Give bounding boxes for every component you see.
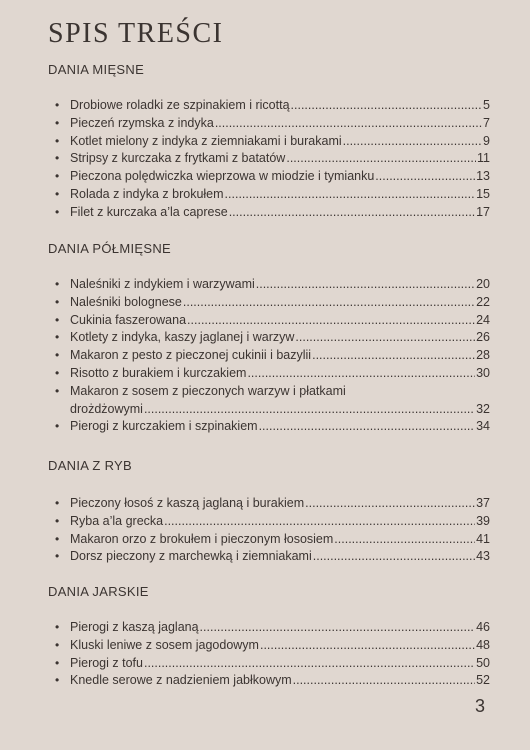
toc-entry[interactable]: • Knedle serowe z nadzieniem jabłkowym ..... 52 bbox=[48, 672, 490, 690]
page-ref: 46 bbox=[476, 620, 490, 634]
toc-entry[interactable]: • Makaron orzo z brokułem i pieczonym łososiem ..... 41 bbox=[48, 531, 490, 549]
page-ref: 22 bbox=[476, 294, 490, 309]
toc-entry[interactable]: • Ryba a’la grecka ..... 39 bbox=[48, 513, 490, 531]
section-heading: DANIA MIĘSNE bbox=[48, 62, 145, 77]
toc-entry[interactable]: • Risotto z burakiem i kurczakiem ..... 30 bbox=[48, 365, 490, 383]
toc-list bbox=[48, 619, 498, 690]
toc-entry[interactable]: • Pieczona polędwiczka wieprzowa w miodzie i tymianku ..... 13 bbox=[48, 168, 490, 186]
toc-list bbox=[48, 276, 498, 436]
toc-entry[interactable]: • Makaron z sosem z pieczonych warzyw i płatkami drożdżowymi ..... 32 bbox=[48, 383, 490, 419]
page-title: SPIS TREŚCI bbox=[48, 18, 224, 49]
page-ref: 7 bbox=[483, 115, 490, 130]
toc-entry[interactable]: • Cukinia faszerowana ..... 24 bbox=[48, 312, 490, 330]
page-ref: 50 bbox=[476, 655, 490, 670]
toc-list bbox=[48, 97, 498, 222]
toc-entry[interactable]: • Kotlet mielony z indyka z ziemniakami i burakami ..... 9 bbox=[48, 133, 490, 151]
toc-entry[interactable]: • Stripsy z kurczaka z frytkami z batatów ..... 11 bbox=[48, 150, 490, 168]
section-heading: DANIA PÓŁMIĘSNE bbox=[48, 241, 171, 256]
page-ref: 43 bbox=[476, 549, 490, 564]
toc-entry[interactable]: • Naleśniki bolognese ..... 22 bbox=[48, 294, 490, 312]
page-ref: 11 bbox=[477, 151, 490, 166]
page-ref: 30 bbox=[476, 365, 490, 380]
page-ref: 13 bbox=[476, 169, 490, 184]
toc-entry[interactable]: • Drobiowe roladki ze szpinakiem i ricottą ..... 5 bbox=[48, 97, 490, 115]
toc-entry[interactable]: • Filet z kurczaka a’la caprese ..... 17 bbox=[48, 204, 490, 222]
section-heading: DANIA Z RYB bbox=[48, 458, 132, 473]
page-ref: 41 bbox=[476, 531, 490, 546]
toc-entry[interactable]: • Rolada z indyka z brokułem ..... 15 bbox=[48, 186, 490, 204]
section-dania-jarskie bbox=[48, 584, 498, 690]
page-ref: 37 bbox=[476, 496, 490, 510]
section-heading: DANIA JARSKIE bbox=[48, 584, 149, 599]
page-ref: 26 bbox=[476, 330, 490, 345]
toc-entry[interactable]: • Kotlety z indyka, kaszy jaglanej i warzyw ..... 26 bbox=[48, 329, 490, 347]
page-ref: 20 bbox=[476, 277, 490, 291]
page-ref: 9 bbox=[483, 133, 490, 148]
section-dania-z-ryb bbox=[48, 458, 498, 566]
page-ref: 15 bbox=[476, 186, 490, 201]
page-ref: 39 bbox=[476, 513, 490, 528]
page-ref: 52 bbox=[476, 673, 490, 688]
toc-list bbox=[48, 495, 498, 566]
page-ref: 32 bbox=[476, 401, 490, 416]
toc-entry[interactable]: • Dorsz pieczony z marchewką i ziemniakami ..... 43 bbox=[48, 548, 490, 566]
toc-entry[interactable]: • Pierogi z kurczakiem i szpinakiem ..... 34 bbox=[48, 418, 490, 436]
page-ref: 28 bbox=[476, 348, 490, 363]
page-ref: 24 bbox=[476, 312, 490, 327]
toc-entry[interactable]: • Pierogi z kaszą jaglaną ..... 46 bbox=[48, 619, 490, 637]
page-ref: 5 bbox=[483, 98, 490, 112]
section-dania-polmiesne bbox=[48, 241, 498, 436]
toc-entry[interactable]: • Pieczony łosoś z kaszą jaglaną i burakiem ..... 37 bbox=[48, 495, 490, 513]
toc-entry[interactable]: • Kluski leniwe z sosem jagodowym ..... 48 bbox=[48, 637, 490, 655]
toc-entry[interactable]: • Pierogi z tofu ..... 50 bbox=[48, 655, 490, 673]
toc-entry[interactable]: • Makaron z pesto z pieczonej cukinii i bazylii ..... 28 bbox=[48, 347, 490, 365]
toc-entry[interactable]: • Pieczeń rzymska z indyka ..... 7 bbox=[48, 115, 490, 133]
page-ref: 34 bbox=[476, 419, 490, 434]
toc-entry[interactable]: • Naleśniki z indykiem i warzywami ..... 20 bbox=[48, 276, 490, 294]
page-ref: 48 bbox=[476, 637, 490, 652]
section-dania-miesne bbox=[48, 62, 498, 222]
page-number: 3 bbox=[475, 696, 486, 716]
page-ref: 17 bbox=[476, 204, 490, 219]
